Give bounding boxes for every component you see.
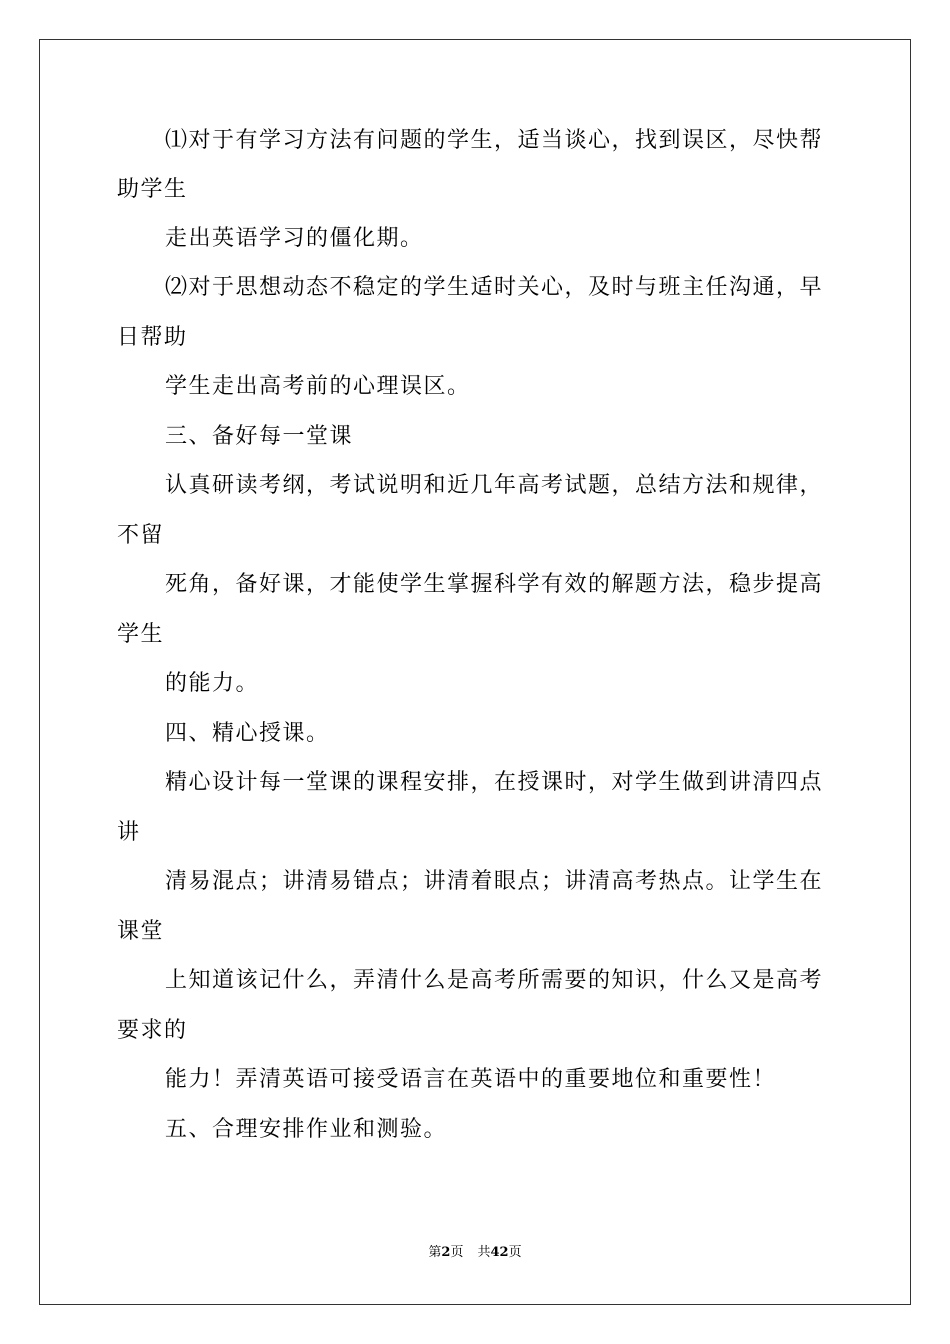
text-line: 能力！弄清英语可接受语言在英语中的重要地位和重要性！: [165, 1067, 777, 1092]
text-line: 助学生: [117, 177, 188, 202]
total-prefix: 共: [477, 1245, 491, 1260]
text-line: 认真研读考纲，考试说明和近几年高考试题，总结方法和规律，: [165, 473, 824, 498]
section-heading: 五、合理安排作业和测验。: [165, 1117, 448, 1142]
text-line: 学生走出高考前的心理误区。: [165, 374, 471, 399]
page-suffix: 页: [450, 1245, 464, 1260]
text-line: 走出英语学习的僵化期。: [165, 226, 424, 251]
total-pages: 42: [490, 1245, 509, 1260]
text-line: 课堂: [117, 919, 165, 944]
page-number: 2: [441, 1245, 451, 1260]
text-line: 讲: [117, 820, 141, 845]
text-line: 学生: [117, 622, 165, 647]
text-line: 上知道该记什么，弄清什么是高考所需要的知识，什么又是高考: [165, 968, 824, 993]
text-line: ⑴对于有学习方法有问题的学生，适当谈心，找到误区，尽快帮: [165, 128, 824, 153]
text-line: 要求的: [117, 1018, 188, 1043]
text-line: 死角，备好课，才能使学生掌握科学有效的解题方法，稳步提高: [165, 572, 824, 597]
text-line: 精心设计每一堂课的课程安排，在授课时，对学生做到讲清四点: [165, 770, 824, 795]
section-heading: 三、备好每一堂课: [165, 424, 354, 449]
text-line: 的能力。: [165, 671, 260, 696]
total-suffix: 页: [508, 1245, 522, 1260]
section-heading: 四、精心授课。: [165, 721, 330, 746]
text-line: ⑵对于思想动态不稳定的学生适时关心，及时与班主任沟通，早: [165, 275, 824, 300]
text-line: 不留: [117, 523, 165, 548]
text-line: 清易混点；讲清易错点；讲清着眼点；讲清高考热点。让学生在: [165, 869, 824, 894]
text-line: 日帮助: [117, 325, 188, 350]
page-footer: [0, 1244, 950, 1262]
page-prefix: 第: [428, 1245, 442, 1260]
